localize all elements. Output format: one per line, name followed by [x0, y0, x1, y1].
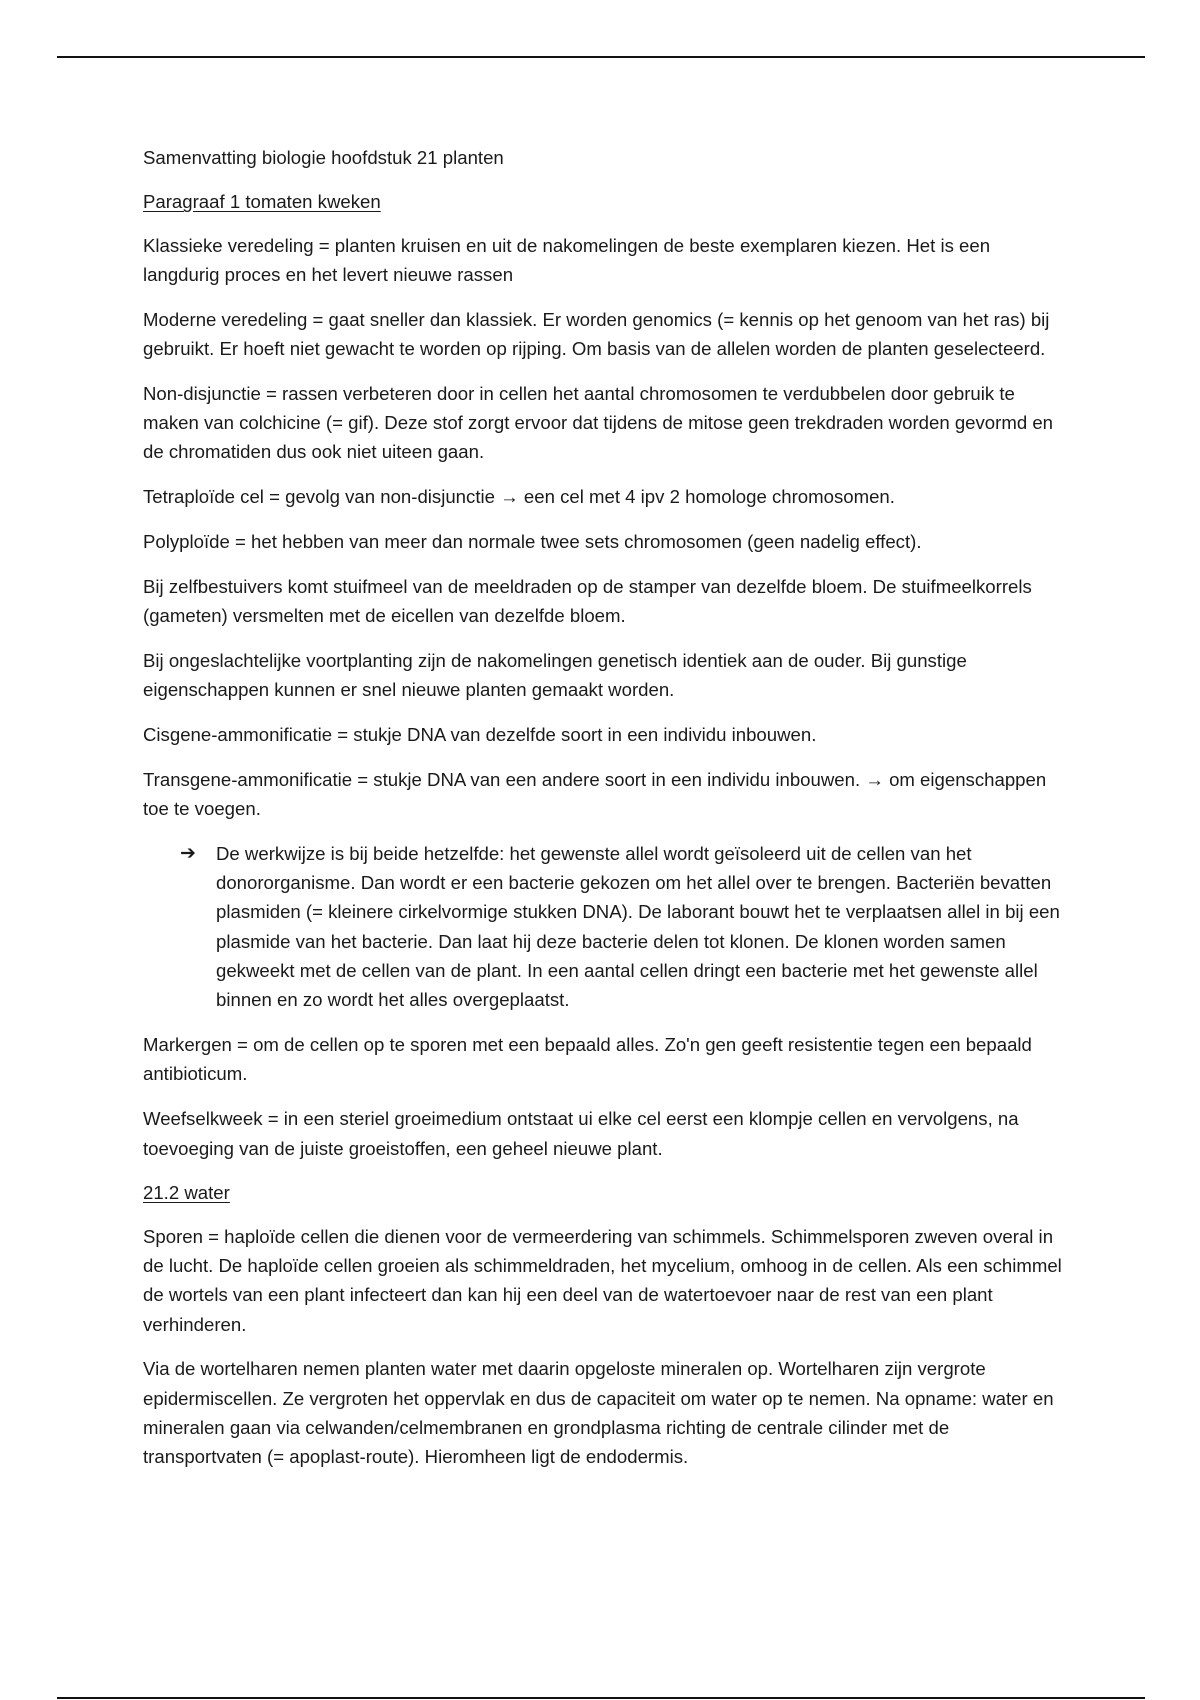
paragraph-transgene: Transgene-ammonificatie = stukje DNA van een andere soort in een individu inbouwen. → om eigenschappen toe te voegen. — [143, 768, 1047, 820]
paragraph-markergen: Markergen = om de cellen op te sporen met een bepaald alles. Zo'n gen geeft resistentie tegen een bepaald antibioticum. — [143, 1034, 1032, 1085]
paragraph-polyploide: Polyploïde = het hebben van meer dan normale twee sets chromosomen (geen nadelig effect). — [143, 530, 922, 552]
section-heading-21-2-water: 21.2 water — [143, 1182, 230, 1204]
paragraph-tetraploide: Tetraploïde cel = gevolg van non-disjunctie → een cel met 4 ipv 2 homologe chromosomen. — [143, 486, 895, 508]
paragraph-klassieke-veredeling: Klassieke veredeling = planten kruisen en uit de nakomelingen de beste exemplaren kiezen. Het is een langdurig proces en het levert nieuwe rassen — [143, 234, 991, 285]
footer-rule — [57, 1697, 1145, 1699]
arrow-bullet-icon: ➔ — [180, 842, 196, 864]
document-body — [143, 143, 1063, 1487]
document-title: Samenvatting biologie hoofdstuk 21 planten — [143, 147, 504, 168]
paragraph-sporen: Sporen = haploïde cellen die dienen voor de vermeerdering van schimmels. Schimmelsporen zweven overal in de lucht. De haploïde cellen groeien als schimmeldraden, het mycelium, omhoog in de cellen. Als een schimmel de wortels van een plant infecteert dan kan hij een deel van de watertoevoer naar de rest van een plant verhinderen. — [143, 1225, 1062, 1335]
section-heading-paragraaf-1: Paragraaf 1 tomaten kweken — [143, 191, 381, 213]
paragraph-zelfbestuivers: Bij zelfbestuivers komt stuifmeel van de meeldraden op de stamper van dezelfde bloem. De stuifmeelkorrels (gameten) versmelten met de eicellen van dezelfde bloem. — [143, 575, 1032, 627]
paragraph-cisgene: Cisgene-ammonificatie = stukje DNA van dezelfde soort in een individu inbouwen. — [143, 723, 817, 745]
bullet-text: De werkwijze is bij beide hetzelfde: het gewenste allel wordt geïsoleerd uit de cellen van het donororganisme. Dan wordt er een bacterie gekozen om het allel over te brengen. Bacteriën bevatten plasmiden (= kleinere cirkelvormige stukken DNA). De laborant bouwt het te verplaatsen allel in bij een plasmide van het bacterie. Dan laat hij deze bacterie delen tot klonen. De klonen worden samen gekweekt met de cellen van de plant. In een aantal cellen dringt een bacterie met het gewenste allel binnen en zo wordt het alles overgeplaatst. — [216, 842, 1060, 1011]
paragraph-ongeslachtelijke-voortplanting: Bij ongeslachtelijke voortplanting zijn de nakomelingen genetisch identiek aan de ouder. Bij gunstige eigenschappen kunnen er snel nieuwe planten gemaakt worden. — [143, 649, 967, 701]
paragraph-non-disjunctie: Non-disjunctie = rassen verbeteren door in cellen het aantal chromosomen te verdubbelen door gebruik te maken van colchicine (= gif). Deze stof zorgt ervoor dat tijdens de mitose geen trekdraden worden gevormd en de chromatiden dus ook niet uiteen gaan. — [143, 382, 1054, 463]
header-rule — [57, 56, 1145, 58]
paragraph-wortelharen: Via de wortelharen nemen planten water met daarin opgeloste mineralen op. Wortelharen zijn vergrote epidermiscellen. Ze vergroten het oppervlak en dus de capaciteit om water op te nemen. Na opname: water en mineralen gaan via celwanden/celmembranen en grondplasma richting de centrale cilinder met de transportvaten (= apoplast-route). Hieromheen ligt de endodermis. — [143, 1358, 1054, 1468]
paragraph-weefselkweek: Weefselkweek = in een steriel groeimedium ontstaat ui elke cel eerst een klompje cellen en vervolgens, na toevoeging van de juiste groeistoffen, een geheel nieuwe plant. — [143, 1108, 1019, 1159]
paragraph-moderne-veredeling: Moderne veredeling = gaat sneller dan klassiek. Er worden genomics (= kennis op het genoom van het ras) bij gebruikt. Er hoeft niet gewacht te worden op rijping. Om basis van de allelen worden de planten geselecteerd. — [143, 308, 1050, 359]
bullet-item-werkwijze — [143, 839, 1063, 1015]
